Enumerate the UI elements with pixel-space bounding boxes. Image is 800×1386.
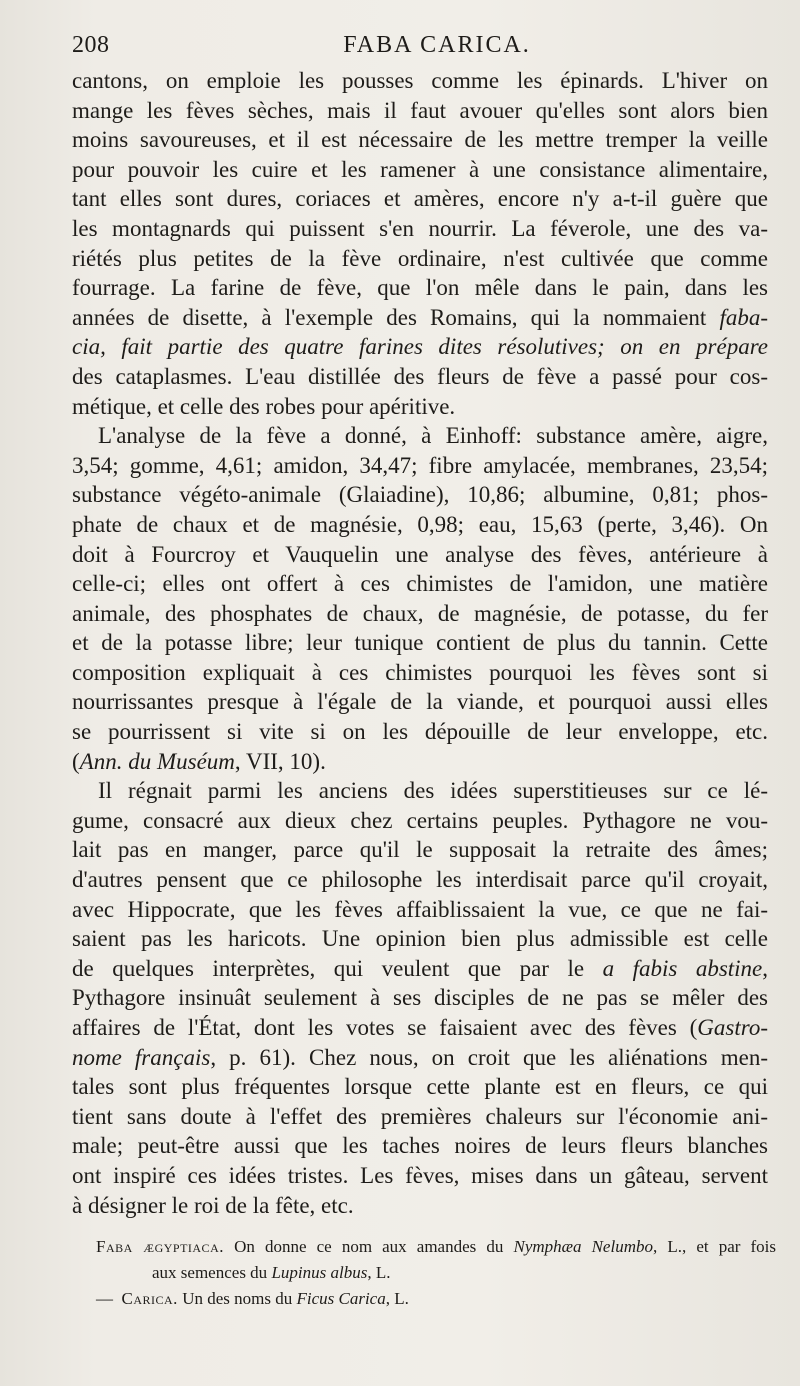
text-line xyxy=(72,1013,768,1043)
text-line: phate de chaux et de magnésie, 0,98; eau, 15,63 (perte, 3,46). On xyxy=(72,511,768,537)
text-line: les montagnards qui puissent s'en nourrir. La féverole, une des va- xyxy=(72,215,768,241)
text-segment: , L. xyxy=(367,1263,391,1282)
page-header xyxy=(72,32,772,66)
text-line: (Ann. du Muséum, VII, 10). xyxy=(72,748,326,774)
text-line: cantons, on emploie les pousses comme les épinards. L'hiver on xyxy=(72,68,768,93)
italic-term: faba- xyxy=(719,304,768,330)
text-segment: On donne ce nom aux amandes du xyxy=(234,1237,504,1256)
italic-term: Lupinus albus xyxy=(271,1263,368,1282)
text-line: de quelques interprètes, qui veulent que par le a fabis abstine, xyxy=(72,955,769,981)
text-line: riétés plus petites de la fève ordinaire, n'est cultivée que comme xyxy=(72,245,768,271)
italic-term: Nymphæa Nelumbo xyxy=(513,1237,653,1256)
body-text xyxy=(72,66,768,1220)
text-line: tales sont plus fréquentes lorsque cette plante est en fleurs, ce qui xyxy=(72,1074,768,1100)
text-line xyxy=(72,332,768,362)
italic-term: Ficus Carica xyxy=(296,1289,386,1308)
text-line: L'analyse de la fève a donné, à Einhoff: substance amère, aigre, xyxy=(98,423,768,449)
italic-term: cia, fait partie des quatre farines dites résolutives; on en prépare xyxy=(72,334,768,360)
footnote-dash: — xyxy=(96,1289,113,1308)
text-segment: affaires de l'État, dont les votes se faisaient avec des fèves ( xyxy=(72,1015,698,1040)
footnote-faba-aegyptiaca xyxy=(96,1234,776,1260)
text-segment: , L. xyxy=(385,1289,409,1308)
text-line: doit à Fourcroy et Vauquelin une analyse des fèves, antérieure à xyxy=(72,541,768,567)
footnote-head: Carica. xyxy=(121,1289,178,1308)
text-line xyxy=(72,303,768,333)
text-line: mange les fèves sèches, mais il faut avouer qu'elles sont alors bien xyxy=(72,97,768,123)
text-line: saient pas les haricots. Une opinion bien plus admissible est celle xyxy=(72,926,768,952)
text-segment: , p. 61). Chez nous, on croit que les aliénations men- xyxy=(210,1044,768,1070)
italic-citation: nome français xyxy=(72,1044,211,1070)
footnote-head: Faba ægyptiaca. xyxy=(96,1237,224,1256)
text-line: composition expliquait à ces chimistes pourquoi les fèves sont si xyxy=(72,659,768,685)
text-line: Pythagore insinuât seulement à ses disciples de ne pas se mêler des xyxy=(72,985,768,1011)
text-line: gume, consacré aux dieux chez certains peuples. Pythagore ne vou- xyxy=(72,807,768,833)
page-number: 208 xyxy=(72,32,110,58)
footnotes xyxy=(96,1234,776,1312)
text-line: des cataplasmes. L'eau distillée des fleurs de fève a passé pour cos- xyxy=(72,363,768,389)
italic-citation: Gastro- xyxy=(697,1015,768,1040)
text-line: et de la potasse libre; leur tunique contient de plus du tannin. Cette xyxy=(72,630,768,656)
text-line: à désigner le roi de la fête, etc. xyxy=(72,1192,354,1218)
text-line: lait pas en manger, parce qu'il le supposait la retraite des âmes; xyxy=(72,837,768,863)
footnote-continuation xyxy=(96,1260,776,1286)
text-line: substance végéto-animale (Glaiadine), 10,86; albumine, 0,81; phos- xyxy=(72,482,768,508)
text-line: Il régnait parmi les anciens des idées superstitieuses sur ce lé- xyxy=(98,778,768,804)
text-segment: VII, 10). xyxy=(246,748,326,774)
text-line xyxy=(72,1043,768,1073)
text-line: pour pouvoir les cuire et les ramener à une consistance alimentaire, xyxy=(72,156,768,182)
text-segment: années de disette, à l'exemple des Romains, qui la nommaient xyxy=(72,304,707,330)
italic-citation: Ann. du Muséum xyxy=(79,748,235,774)
text-segment: aux semences du xyxy=(152,1263,268,1282)
text-line: métique, et celle des robes pour apéritive. xyxy=(72,393,456,419)
text-line: se pourrissent si vite si on les dépouille de leur enveloppe, etc. xyxy=(72,719,768,745)
text-segment: de quelques interprètes, qui veulent que par le xyxy=(72,955,585,981)
text-line: male; peut-être aussi que les taches noires de leurs fleurs blanches xyxy=(72,1133,768,1159)
text-line: celle-ci; elles ont offert à ces chimistes de l'amidon, une matière xyxy=(72,571,768,597)
text-line: tient sans doute à l'effet des premières chaleurs sur l'économie ani- xyxy=(72,1103,768,1129)
text-line: animale, des phosphates de chaux, de magnésie, de potasse, du fer xyxy=(72,600,768,626)
footnote-carica xyxy=(96,1286,776,1312)
running-title: FABA CARICA. xyxy=(343,32,531,58)
text-line: fourrage. La farine de fève, que l'on mêle dans le pain, dans les xyxy=(72,275,768,301)
text-line: tant elles sont dures, coriaces et amères, encore n'y a-t-il guère que xyxy=(72,186,768,212)
text-segment: Un des noms du xyxy=(182,1289,293,1308)
text-line: avec Hippocrate, que les fèves affaiblissaient la vue, ce que ne fai- xyxy=(72,896,768,922)
text-line: moins savoureuses, et il est nécessaire de les mettre tremper la veille xyxy=(72,127,768,153)
text-segment: , L., et par fois xyxy=(652,1237,777,1256)
text-line: 3,54; gomme, 4,61; amidon, 34,47; fibre amylacée, membranes, 23,54; xyxy=(72,452,768,478)
text-line: d'autres pensent que ce philosophe les interdisait parce qu'il croyait, xyxy=(72,867,768,893)
italic-term: a fabis abstine xyxy=(602,955,763,981)
text-line: nourrissantes presque à l'égale de la viande, et pourquoi aussi elles xyxy=(72,689,768,715)
text-line: ont inspiré ces idées tristes. Les fèves, mises dans un gâteau, servent xyxy=(72,1162,768,1188)
